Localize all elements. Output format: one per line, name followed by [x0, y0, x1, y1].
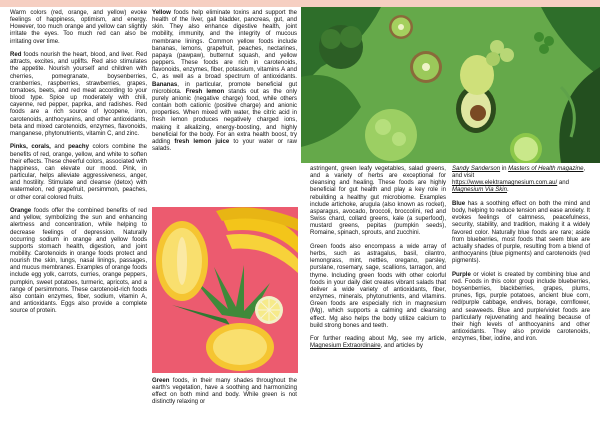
paragraph-yellow-foods: Yellow foods help eliminate toxins and support the health of the liver, gall bladder, pancreas, gut, and skin. They also enhance digestive health, joint mobility, immunity, and the integrity of mucous membrane linings. Common yellow foods include bananas, lemons, grapefruit, peaches, nectarines, papaya (pawpaw), butternut squash, and yellow peppers. These foods are rich in carotenoids, flavonoids, enzymes, fiber, potassium, vitamins A and C, as well as a broad spectrum of antioxidants. Bananas, in particular, promote beneficial gut microbiota. Fresh lemon stands out as the only purely anionic (negative charge) food, while others contain both cationic (positive charge) and anionic properties. When mixed with water, the citric acid in fresh lemon produces negatively charged ions, making it alkalizing, energy-boosting, and highly beneficial for the body. For an extra health boost, try adding fresh lemon juice to your water or raw salads.: [152, 10, 298, 152]
tropical-fruit-photo: [152, 207, 298, 373]
paragraph-blue-foods: Blue has a soothing effect on both the mind and body, helping to reduce tension and ease anxiety. It evokes feelings of calmness, peacefulness, security, stability, and tradition, making it a widely favored color. Naturally blue foods are rare; aside from blueberries, most foods that seem blue are actually shades of purple, resulting from a blend of anthocyanins (blue pigments) and carotenoids (red pigments).: [452, 201, 590, 265]
paragraph-references: Sandy Sanderson in Masters of Health magazine, and visit https://www.elektramagnesium.com.au/ and Magnesium Via Skin.: [452, 166, 586, 194]
column-green-intro: [152, 378, 297, 413]
paragraph-green-leafy: astringent, green leafy vegetables, salad greens, and a variety of herbs are exceptional for cleansing and healing. These foods are highly beneficial for gut health and play a key role in rebuilding a healthy gut microbiome. Examples include artichoke, arugula (also known as rocket), asparagus, avocado, broccoli, broccolini, red and Swiss chard, collard greens, kale (a superfood), mustard greens, pepitas (pumpkin seeds), Romaine, spinach, sprouts, and zucchini.: [310, 166, 446, 237]
column-blue-purple: [452, 166, 590, 350]
column-green-foods: [310, 166, 446, 357]
elektra-magnesium-link[interactable]: https://www.elektramagnesium.com.au/: [452, 180, 558, 187]
paragraph-pink-coral-peach: Pinks, corals, and peachy colors combine the benefits of red, orange, yellow, and white to soften their effects. These cheerful colors, associated with happiness, can elevate our mood. Pink, in particular, helps alleviate aggressiveness, anger, and hostility. Stimulate and cleanse (detox) with watermelon, red grapefruit, persimmon, peaches, or other coral colored fruits.: [10, 144, 148, 201]
masters-of-health-link[interactable]: Masters of Health magazine: [508, 166, 584, 172]
paragraph-green-foods: Green foods, in their many shades throughout the earth's vegetation, have a soothing and harmonizing effect on both mind and body. While green is not distinctly relaxing or: [152, 378, 297, 406]
paragraph-warm-colors: Warm colors (red, orange, and yellow) evoke feelings of happiness, optimism, and energy. However, too much orange and yellow can slightly irritate the eyes. Too much red can also be irritating over time.: [10, 10, 147, 45]
column-yellow-foods: [152, 10, 297, 160]
paragraph-further-reading: For further reading about Mg, see my article, Magnesium Extraordinaire, and articles by: [310, 336, 446, 350]
paragraph-purple-foods: Purple or violet is created by combining blue and red. Foods in this color group include blueberries, boysenberries, blackberries, grapes, plums, prunes, figs, purple potatoes, ancient blue corn, red/purple cabbage, endives, borage, cornflower, and seaweeds. Blue and purple/violet foods are particularly rejuvenating and healing because of their high levels of anthocyanins and other antioxidants. They also provide carotenoids, enzymes, fiber, iodine, and iron.: [452, 271, 590, 343]
column-warm-colors: [10, 10, 147, 322]
paragraph-green-herbs: Green foods also encompass a wide array of herbs, such as astragalus, basil, cilantro, lemongrass, mint, nettles, oregano, parsley, purslane, rosemary, sage, scallions, tarragon, and thyme. Including green foods with other colorful foods in your daily diet creates vibrant salads that deliver a wide variety of antioxidants, fiber, enzymes, minerals, phytonutrients, and vitamins. Green foods are especially rich in magnesium (Mg), which supports a calming and cleansing effect. Mg also helps the body utilize calcium to build strong bones and teeth.: [310, 243, 446, 329]
paragraph-red-foods: Red foods nourish the heart, blood, and liver. Red attracts, excites, and uplifts. Red also stimulates the appetite. Nourish yourself and children with cherries, pomegranate, boysenberries, cranberries, raspberries, strawberries, grapes, tomatoes, beets, and red meat according to your blood type. Spice up moderately with chili, cayenne, red pepper, paprika, and radishes. Red foods are a rich source of lycopene, iron, carotenoids, anthocyanins, and other antioxidants, beta and mixed carotenoids, enzymes, flavonoids, manganese, phytonutrients, vitamin C, and zinc.: [10, 52, 147, 137]
top-color-band: [0, 0, 600, 7]
magnesium-via-skin-link[interactable]: Magnesium Via Skin: [452, 187, 508, 194]
green-vegetables-photo: [301, 7, 600, 163]
sandy-sanderson-link[interactable]: Sandy Sanderson: [452, 166, 501, 172]
paragraph-orange-foods: Orange foods offer the combined benefits of red and yellow, symbolizing the sun and enhancing alertness and concentration, while helping to decrease feelings of depression. Naturally occurring sodium in orange and yellow foods supports stomach health, digestion, and joint mobility. Carotenoids in orange foods protect and nourish the skin, lungs, nasal linings, passages, and mucus membranes. Examples of orange foods include egg yolk, carrots, curries, orange peppers, pumpkin, sweet potatoes, turmeric, apricots, and a range of persimmons. These carotenoid-rich foods also contain enzymes, fiber, sodium, vitamin A, and antioxidants. Eggs also provide a complete source of protein.: [10, 208, 147, 315]
magnesium-extraordinaire-link[interactable]: Magnesium Extraordinaire: [310, 343, 381, 350]
